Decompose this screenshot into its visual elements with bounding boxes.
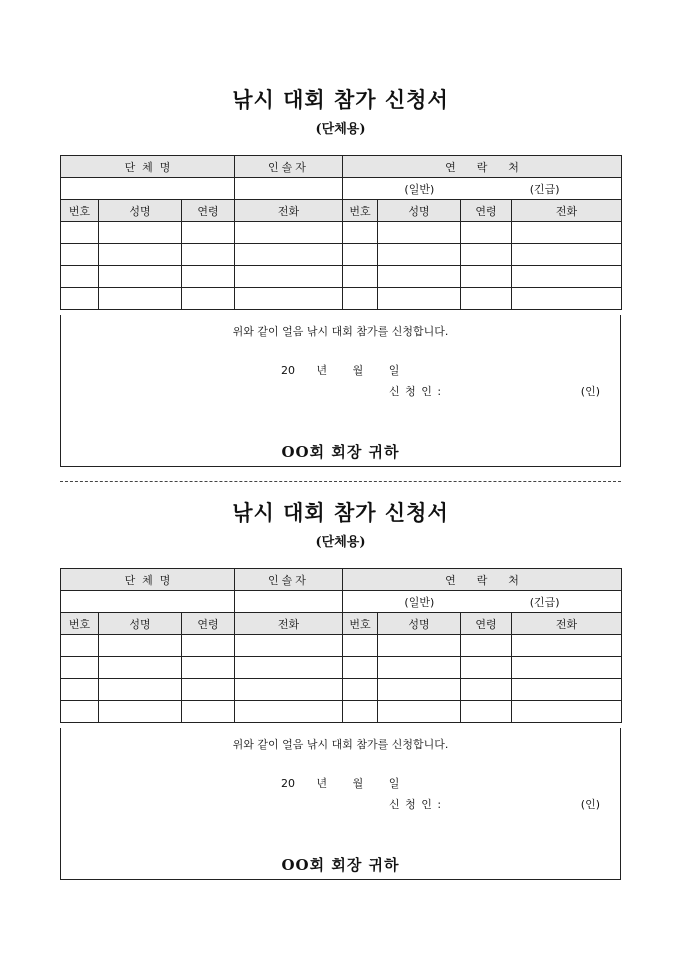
table-cell[interactable] <box>235 222 343 244</box>
date-day-label: 일 <box>388 777 400 790</box>
col-age-header: 연령 <box>461 613 512 635</box>
table-cell[interactable] <box>61 244 99 266</box>
table-cell[interactable] <box>61 701 99 723</box>
table-cell[interactable] <box>99 266 182 288</box>
table-row <box>61 222 622 244</box>
table-cell[interactable] <box>343 244 378 266</box>
header-row <box>61 156 622 178</box>
col-name-header: 성명 <box>99 200 182 222</box>
col-phone-header: 전화 <box>512 200 622 222</box>
table-cell[interactable] <box>99 288 182 310</box>
table-row <box>61 288 622 310</box>
col-age-header: 연령 <box>182 613 235 635</box>
col-name-header: 성명 <box>378 200 461 222</box>
col-phone-header: 전화 <box>512 613 622 635</box>
table-cell[interactable] <box>99 701 182 723</box>
table-cell[interactable] <box>512 635 622 657</box>
application-footer <box>60 728 621 880</box>
table-cell[interactable] <box>99 244 182 266</box>
date-line <box>281 775 399 791</box>
table-cell[interactable] <box>99 657 182 679</box>
table-cell[interactable] <box>61 657 99 679</box>
application-statement: 위와 같이 얼음 낚시 대회 참가를 신청합니다. <box>232 738 449 751</box>
table-row <box>61 657 622 679</box>
col-number-header: 번호 <box>343 613 378 635</box>
table-cell[interactable] <box>512 222 622 244</box>
table-cell[interactable] <box>182 679 235 701</box>
table-cell[interactable] <box>182 657 235 679</box>
form-title: 낚시 대회 참가 신청서 <box>232 500 449 525</box>
date-year-label: 년 <box>316 364 328 377</box>
cut-line <box>60 481 621 482</box>
table-cell[interactable] <box>378 657 461 679</box>
table-cell[interactable] <box>61 635 99 657</box>
table-cell[interactable] <box>461 244 512 266</box>
col-number-header: 번호 <box>61 613 99 635</box>
date-line <box>281 362 399 378</box>
application-footer <box>60 315 621 467</box>
table-cell[interactable] <box>461 222 512 244</box>
table-cell[interactable] <box>343 657 378 679</box>
table-cell[interactable] <box>99 222 182 244</box>
table-cell[interactable] <box>235 288 343 310</box>
table-cell[interactable] <box>343 288 378 310</box>
seal-label: (인) <box>580 798 600 811</box>
table-cell[interactable] <box>182 701 235 723</box>
table-cell[interactable] <box>512 288 622 310</box>
table-cell[interactable] <box>343 679 378 701</box>
table-cell[interactable] <box>378 701 461 723</box>
table-cell[interactable] <box>512 244 622 266</box>
applicant-label: 신 청 인 : <box>389 798 443 811</box>
col-phone-header: 전화 <box>235 200 343 222</box>
table-cell[interactable] <box>235 635 343 657</box>
group-name-header: 단 체 명 <box>61 569 235 591</box>
group-info-row <box>61 591 622 613</box>
table-cell[interactable] <box>378 244 461 266</box>
participant-table <box>60 568 622 723</box>
table-cell[interactable] <box>99 679 182 701</box>
table-cell[interactable] <box>235 701 343 723</box>
table-cell[interactable] <box>61 222 99 244</box>
addressee: OO회 회장 귀하 <box>281 856 400 874</box>
table-cell[interactable] <box>512 266 622 288</box>
participant-table <box>60 155 622 310</box>
group-name-field[interactable] <box>61 591 235 613</box>
table-cell[interactable] <box>461 657 512 679</box>
table-cell[interactable] <box>461 266 512 288</box>
table-row <box>61 244 622 266</box>
table-cell[interactable] <box>343 701 378 723</box>
date-year-prefix: 20 <box>281 364 295 377</box>
seal-label: (인) <box>580 385 600 398</box>
table-cell[interactable] <box>461 701 512 723</box>
table-cell[interactable] <box>235 679 343 701</box>
column-header-row <box>61 613 622 635</box>
table-cell[interactable] <box>235 266 343 288</box>
application-statement: 위와 같이 얼음 낚시 대회 참가를 신청합니다. <box>232 325 449 338</box>
table-cell[interactable] <box>378 266 461 288</box>
leader-header: 인솔자 <box>235 156 343 178</box>
contact-header: 연 락 처 <box>343 156 622 178</box>
table-row <box>61 679 622 701</box>
date-month-label: 월 <box>352 777 364 790</box>
group-info-row <box>61 178 622 200</box>
contact-emergency-label: (긴급) <box>529 182 560 196</box>
table-row <box>61 635 622 657</box>
table-cell[interactable] <box>461 635 512 657</box>
table-cell[interactable] <box>182 288 235 310</box>
header-row <box>61 569 622 591</box>
col-name-header: 성명 <box>99 613 182 635</box>
date-year-label: 년 <box>316 777 328 790</box>
leader-field[interactable] <box>235 591 343 613</box>
contact-general-label: (일반) <box>404 595 435 609</box>
table-cell[interactable] <box>378 288 461 310</box>
table-row <box>61 701 622 723</box>
addressee: OO회 회장 귀하 <box>281 443 400 461</box>
col-age-header: 연령 <box>461 200 512 222</box>
table-cell[interactable] <box>235 657 343 679</box>
col-phone-header: 전화 <box>235 613 343 635</box>
table-cell[interactable] <box>61 288 99 310</box>
contact-emergency-label: (긴급) <box>529 595 560 609</box>
leader-field[interactable] <box>235 178 343 200</box>
applicant-label: 신 청 인 : <box>389 385 443 398</box>
contact-general-label: (일반) <box>404 182 435 196</box>
table-cell[interactable] <box>461 288 512 310</box>
table-cell[interactable] <box>461 679 512 701</box>
table-cell[interactable] <box>61 679 99 701</box>
table-cell[interactable] <box>99 635 182 657</box>
table-cell[interactable] <box>512 679 622 701</box>
table-cell[interactable] <box>343 222 378 244</box>
table-cell[interactable] <box>182 635 235 657</box>
contact-field[interactable] <box>343 178 622 200</box>
col-number-header: 번호 <box>61 200 99 222</box>
table-cell[interactable] <box>182 244 235 266</box>
col-name-header: 성명 <box>378 613 461 635</box>
form-subtitle: (단체용) <box>315 535 366 550</box>
column-header-row <box>61 200 622 222</box>
table-cell[interactable] <box>61 266 99 288</box>
table-cell[interactable] <box>182 222 235 244</box>
form-title: 낚시 대회 참가 신청서 <box>232 87 449 112</box>
date-day-label: 일 <box>388 364 400 377</box>
contact-header: 연 락 처 <box>343 569 622 591</box>
col-number-header: 번호 <box>343 200 378 222</box>
table-cell[interactable] <box>378 679 461 701</box>
table-cell[interactable] <box>235 244 343 266</box>
table-cell[interactable] <box>182 266 235 288</box>
table-cell[interactable] <box>343 266 378 288</box>
date-year-prefix: 20 <box>281 777 295 790</box>
group-name-field[interactable] <box>61 178 235 200</box>
contact-field[interactable] <box>343 591 622 613</box>
form-subtitle: (단체용) <box>315 122 366 137</box>
group-name-header: 단 체 명 <box>61 156 235 178</box>
table-cell[interactable] <box>378 635 461 657</box>
leader-header: 인솔자 <box>235 569 343 591</box>
table-cell[interactable] <box>378 222 461 244</box>
date-month-label: 월 <box>352 364 364 377</box>
table-row <box>61 266 622 288</box>
table-cell[interactable] <box>512 657 622 679</box>
table-cell[interactable] <box>343 635 378 657</box>
col-age-header: 연령 <box>182 200 235 222</box>
table-cell[interactable] <box>512 701 622 723</box>
